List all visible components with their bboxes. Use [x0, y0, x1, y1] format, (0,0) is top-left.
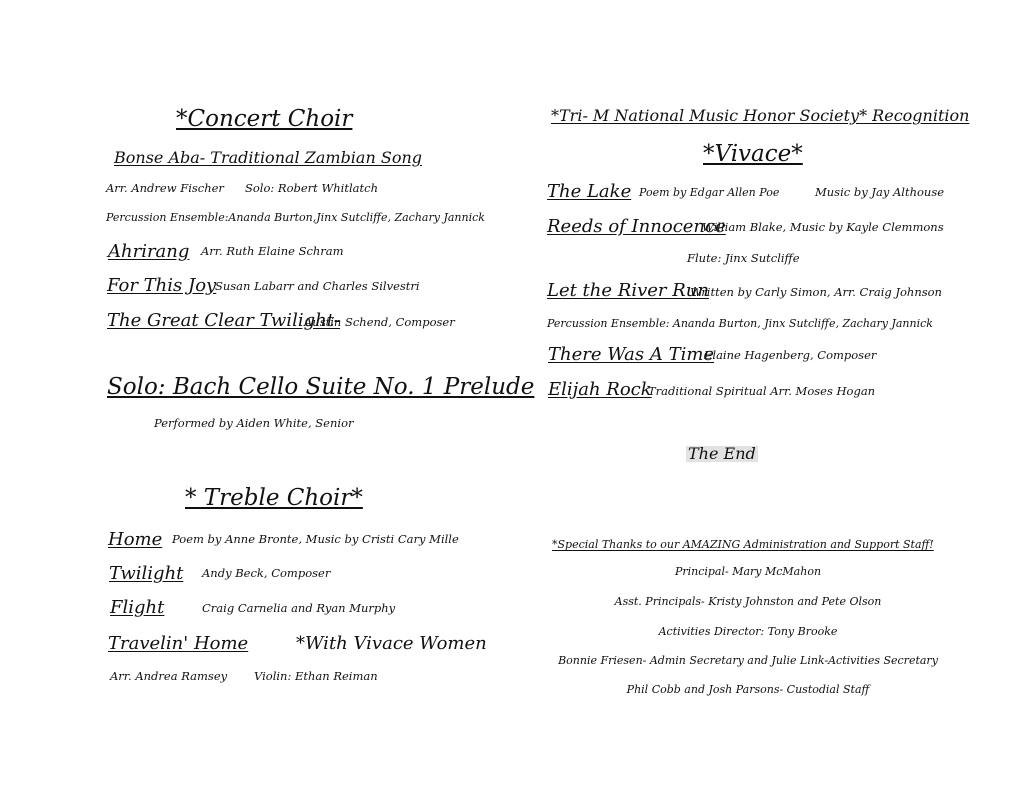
concert-percussion-ensemble: Percussion Ensemble:Ananda Burton,Jinx Sutcliffe, Zachary Jannick — [106, 211, 485, 224]
thanks-principal: Principal- Mary McMahon — [674, 565, 822, 578]
vivace-song-2-title: Reeds of Innocence — [547, 216, 726, 237]
vivace-song-1-music: Music by Jay Althouse — [815, 185, 945, 199]
vivace-song-1-poem: Poem by Edgar Allen Poe — [639, 186, 780, 199]
treble-song-2-credit: Andy Beck, Composer — [202, 566, 331, 580]
treble-song-2-title: Twilight — [109, 563, 184, 584]
treble-song-4-note: *With Vivace Women — [296, 633, 487, 654]
concert-song-1-title: Bonse Aba- Traditional Zambian Song — [114, 148, 422, 167]
vivace-song-4-title: There Was A Time — [548, 344, 715, 365]
concert-song-1-soloist: Solo: Robert Whitlatch — [245, 181, 378, 195]
concert-song-4-credit: Austin Schend, Composer — [304, 315, 455, 329]
thanks-secretaries: Bonnie Friesen- Admin Secretary and Julie Link-Activities Secretary — [558, 654, 938, 667]
vivace-song-1-title: The Lake — [547, 181, 632, 202]
vivace-flute: Flute: Jinx Sutcliffe — [687, 251, 800, 265]
vivace-song-2-credit: William Blake, Music by Kayle Clemmons — [702, 220, 944, 234]
treble-song-3-title: Flight — [110, 597, 165, 618]
treble-song-1-title: Home — [108, 529, 163, 550]
solo-performer: Performed by Aiden White, Senior — [154, 416, 354, 430]
vivace-song-3-credit: Written by Carly Simon, Arr. Craig Johnson — [690, 285, 942, 299]
vivace-song-5-credit: Traditional Spiritual Arr. Moses Hogan — [648, 384, 876, 398]
concert-song-2-title: Ahrirang — [108, 241, 190, 262]
treble-song-1-credit: Poem by Anne Bronte, Music by Cristi Cary Mille — [172, 532, 459, 546]
the-end: The End — [688, 444, 756, 463]
special-thanks-title: *Special Thanks to our AMAZING Administration and Support Staff! — [552, 538, 934, 551]
treble-song-4-violinist: Violin: Ethan Reiman — [254, 669, 378, 683]
concert-song-2-credit: Arr. Ruth Elaine Schram — [201, 244, 344, 258]
vivace-song-4-credit: Elaine Hagenberg, Composer — [704, 348, 877, 362]
treble-choir-heading: * Treble Choir* — [185, 485, 363, 511]
concert-choir-heading: *Concert Choir — [176, 106, 353, 132]
thanks-custodial-staff: Phil Cobb and Josh Parsons- Custodial Staff — [626, 683, 870, 696]
treble-song-4-title — [108, 633, 487, 654]
treble-song-4-arranger: Arr. Andrea Ramsey — [110, 669, 228, 683]
vivace-song-5-title: Elijah Rock — [548, 379, 652, 400]
solo-heading: Solo: Bach Cello Suite No. 1 Prelude — [107, 374, 535, 400]
treble-song-3-credit: Craig Carnelia and Ryan Murphy — [202, 601, 396, 615]
tri-m-recognition: *Tri- M National Music Honor Society* Recognition — [551, 106, 970, 125]
concert-song-3-credit: Susan Labarr and Charles Silvestri — [215, 279, 420, 293]
thanks-activities-director: Activities Director: Tony Brooke — [658, 625, 838, 638]
concert-song-4-title: The Great Clear Twilight- — [107, 310, 341, 331]
concert-song-1-arranger: Arr. Andrew Fischer — [106, 181, 224, 195]
treble-song-4-name: Travelin' Home — [108, 633, 249, 654]
thanks-assistant-principals: Asst. Principals- Kristy Johnston and Pete Olson — [614, 595, 882, 608]
concert-song-3-title: For This Joy — [107, 275, 217, 296]
vivace-percussion-ensemble: Percussion Ensemble: Ananda Burton, Jinx Sutcliffe, Zachary Jannick — [547, 317, 933, 330]
vivace-song-3-title: Let the River Run — [547, 280, 709, 301]
vivace-heading: *Vivace* — [703, 141, 803, 167]
